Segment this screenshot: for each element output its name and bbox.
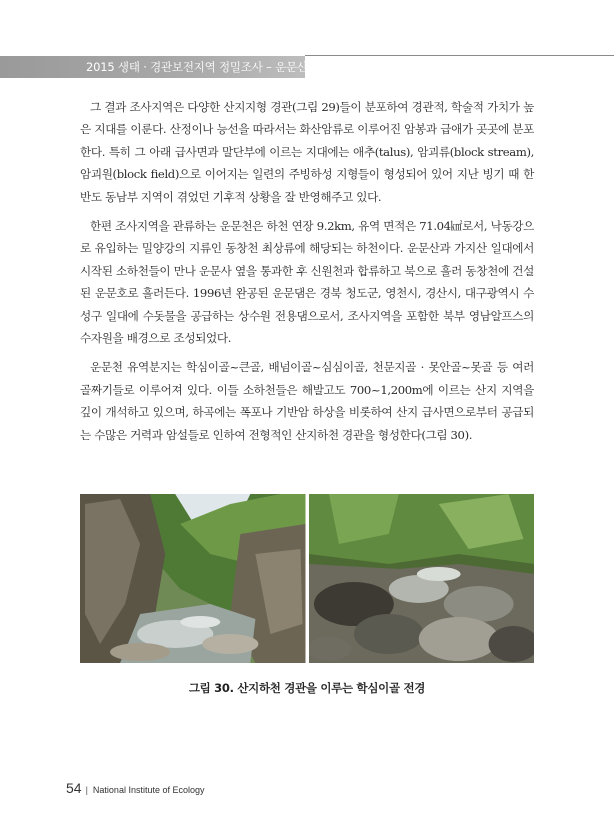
body-text [80, 96, 534, 453]
figure-caption: 그림 30. 산지하천 경관을 이루는 학심이골 전경 [188, 681, 426, 695]
paragraph-landscape: 그 결과 조사지역은 다양한 산지지형 경관(그림 29)들이 분포하여 경관적, 학술적 가치가 높은 지대를 이룬다. 산정이나 능선을 따라서는 화산암류로 이루어진 암봉과 급애가 곳곳에 분포한다. 특히 그 아래 급사면과 말단부에 이르는 지대에는 애추(talus), 암괴류(block stream), 암괴원(block field)으로 이어지는 일련의 주빙하성 지형들이 형성되어 있어 지난 빙기 때 한반도 동남부 지역이 겪었던 기후적 상황을 잘 반영해주고 있다. [80, 100, 534, 204]
photo-boulder-stream [309, 494, 535, 663]
footer-institution: National Institute of Ecology [92, 785, 205, 795]
photo-valley-stream [80, 494, 306, 663]
footer-separator: | [85, 785, 88, 795]
page-number: 54 [66, 780, 82, 796]
page-footer [66, 780, 205, 798]
figure-photos [80, 494, 534, 663]
running-header-title: 2015 생태 · 경관보전지역 정밀조사 – 운문산 [86, 60, 308, 74]
header-rule [305, 55, 614, 56]
paragraph-unmuncheon: 한편 조사지역을 관류하는 운문천은 하천 연장 9.2km, 유역 면적은 71.04㎢로서, 낙동강으로 유입하는 밀양강의 지류인 동창천 최상류에 해당되는 하천이다. 운문산과 가지산 일대에서 시작된 소하천들이 만나 운문사 옆을 통과한 후 신원천과 합류하고 북으로 흘러 동창천에 건설된 운문호로 흘러든다. 1996년 완공된 운문댐은 경북 청도군, 영천시, 경산시, 대구광역시 수성구 일대에 수돗물을 공급하는 상수원 전용댐으로서, 조사지역을 포함한 북부 영남알프스의 수자원을 배경으로 조성되었다. [80, 219, 534, 346]
paragraph-basin: 운문천 유역분지는 학심이골~큰골, 배넘이골~심심이골, 천문지골 · 못안골~못골 등 여러 골짜기들로 이루어져 있다. 이들 소하천들은 해발고도 700~1,200m에 이르는 산지 지역을 깊이 개석하고 있으며, 하곡에는 폭포나 기반암 하상을 비롯하여 산지 급사면으로부터 공급되는 수많은 거력과 암설들로 인하여 전형적인 산지하천 경관을 형성한다(그림 30). [80, 360, 534, 442]
